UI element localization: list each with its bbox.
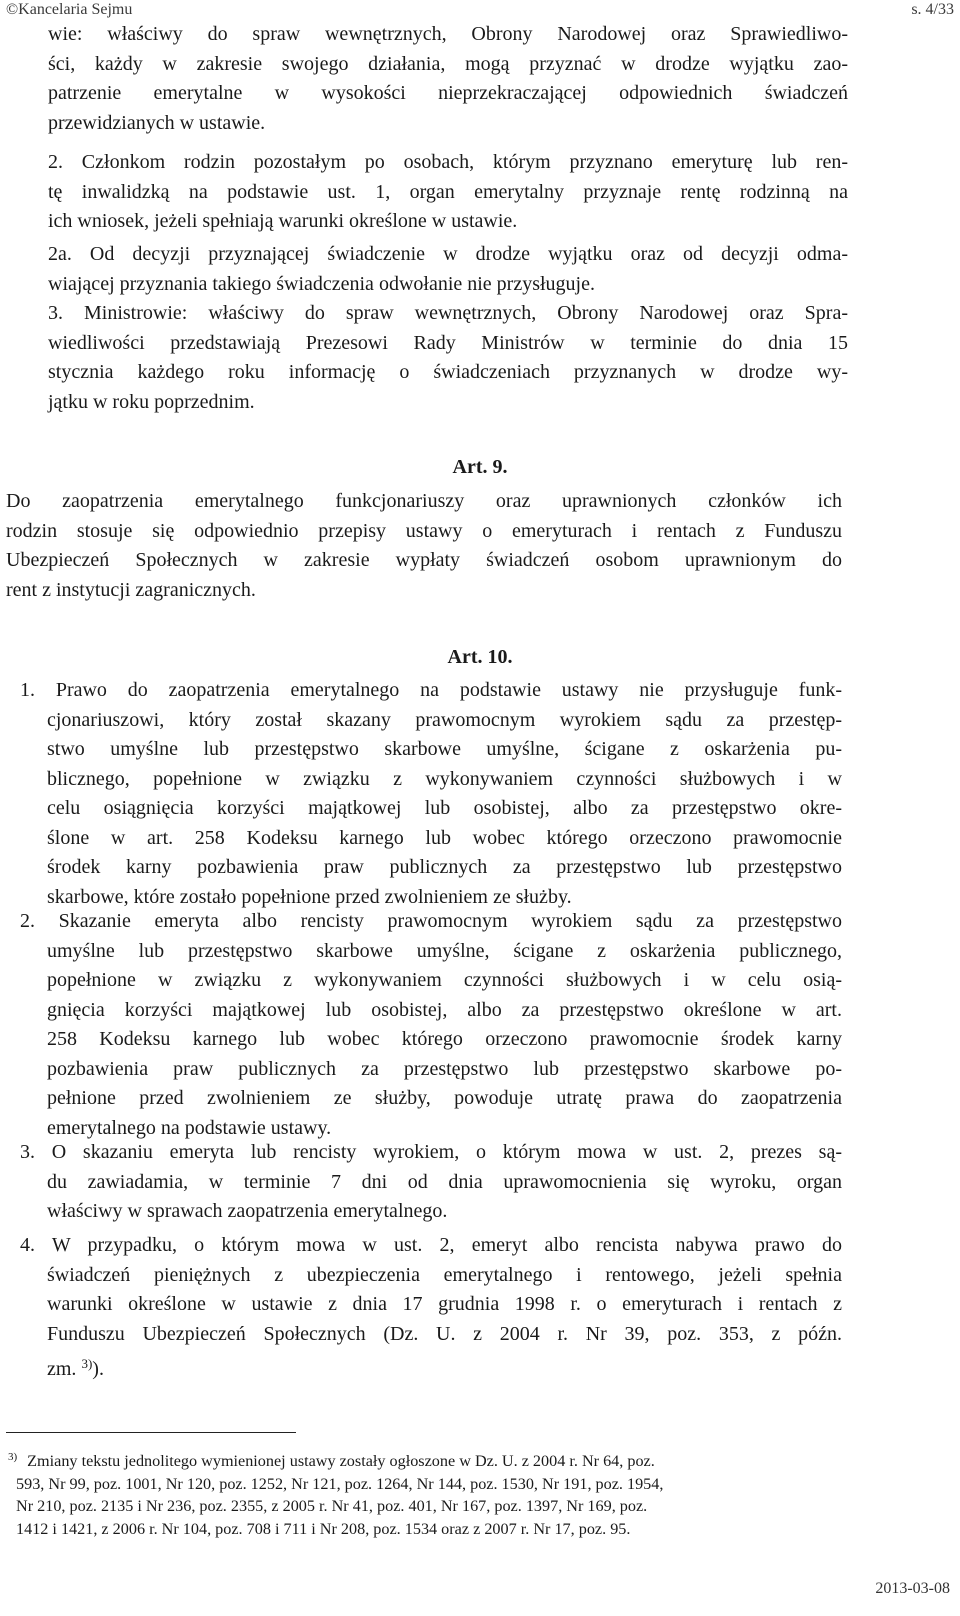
text-line: wiedliwości przedstawiają Prezesowi Rady Ministrów w terminie do dnia 15 [48, 331, 848, 354]
text-line: rodzin stosuje się odpowiednio przepisy ustawy o emeryturach i rentach z Funduszu [6, 519, 842, 542]
paragraph-continuation [48, 20, 848, 138]
article-10-title: Art. 10. [447, 646, 513, 668]
text-line: 3. O skazaniu emeryta lub rencisty wyrokiem, o którym mowa w ust. 2, prezes są- [20, 1141, 842, 1163]
text-line: pozbawienia praw publicznych za przestępstwo lub przestępstwo skarbowe po- [47, 1057, 842, 1080]
text-line: ich wniosek, jeżeli spełniają warunki określone w ustawie. [48, 210, 518, 232]
text-line: Funduszu Ubezpieczeń Społecznych (Dz. U. z 2004 r. Nr 39, poz. 353, z późn. [47, 1322, 842, 1345]
text-line: 593, Nr 99, poz. 1001, Nr 120, poz. 1252, Nr 121, poz. 1264, Nr 144, poz. 1530, Nr 191, poz. 1954, [16, 1474, 664, 1493]
text-line: 4. W przypadku, o którym mowa w ust. 2, emeryt albo rencista nabywa prawo do [20, 1234, 842, 1256]
text-line: Nr 210, poz. 2135 i Nr 236, poz. 2355, z 2005 r. Nr 41, poz. 401, Nr 167, poz. 1397, Nr 169, poz. [16, 1497, 648, 1515]
text-line [20, 1349, 842, 1385]
footnote-reference[interactable]: 3) [81, 1356, 93, 1371]
article-9-title: Art. 9. [452, 456, 508, 478]
article-10-section-3 [20, 1138, 842, 1227]
text-line: ślone w art. 258 Kodeksu karnego lub wobec którego orzeczono prawomocnie [47, 826, 842, 849]
text-line: warunki określone w ustawie z dnia 17 grudnia 1998 r. o emeryturach i rentach z [47, 1293, 842, 1315]
text-line: jątku w roku poprzednim. [48, 390, 255, 413]
article-10-section-1 [20, 676, 842, 912]
text-line: emerytalnego na podstawie ustawy. [47, 1116, 332, 1139]
text-line: celu osiągnięcia korzyści majątkowej lub osobistej, albo za przestępstwo okre- [47, 797, 842, 819]
text-line [8, 1446, 860, 1473]
text-line: stwo umyślne lub przestępstwo skarbowe umyślne, ścigane z oskarżenia pu- [47, 738, 842, 760]
text-line: środek karny pozbawienia praw publicznych za przestępstwo lub przestępstwo [47, 856, 842, 878]
article-10-section-2 [20, 907, 842, 1143]
paragraph-2 [48, 148, 848, 237]
footnote-marker: 3) [8, 1451, 18, 1463]
text-line: blicznego, popełnione w związku z wykonywaniem czynności służbowych i w [47, 767, 842, 790]
text-line: Do zaopatrzenia emerytalnego funkcjonariuszy oraz uprawnionych członków ich [6, 490, 842, 512]
text-line: 2. Skazanie emeryta albo rencisty prawomocnym wyrokiem sądu za przestępstwo [20, 910, 842, 932]
text-line: Ubezpieczeń Społecznych w zakresie wypłaty świadczeń osobom uprawnionym do [6, 549, 842, 571]
header-page-number: s. 4/33 [911, 1, 954, 18]
text-line: przewidzianych w ustawie. [48, 111, 266, 134]
text-line: 2. Członkom rodzin pozostałym po osobach, którym przyznano emeryturę lub ren- [48, 151, 848, 173]
footer-date: 2013-03-08 [875, 1580, 950, 1597]
text-line: świadczeń pieniężnych z ubezpieczenia emerytalnego i rentowego, jeżeli spełnia [47, 1263, 842, 1286]
text-line: umyślne lub przestępstwo skarbowe umyślne, ścigane z oskarżenia publicznego, [47, 939, 842, 962]
header-copyright: ©Kancelaria Sejmu [6, 1, 133, 18]
text-line: 258 Kodeksu karnego lub wobec którego orzeczono prawomocnie środek karny [47, 1028, 842, 1050]
text-line: cjonariuszowi, który został skazany prawomocnym wyrokiem sądu za przestęp- [47, 708, 842, 731]
text-line: du zawiadamia, w terminie 7 dni od dnia uprawomocnienia się wyroku, organ [47, 1170, 842, 1193]
paragraph-3 [48, 299, 848, 417]
paragraph-2a [48, 240, 848, 299]
article-10-section-4 [20, 1231, 842, 1385]
article-9-text [6, 487, 842, 605]
text-line: patrzenie emerytalne w wysokości nieprzekraczającej odpowiednich świadczeń [48, 82, 848, 104]
text-line: 1412 i 1421, z 2006 r. Nr 104, poz. 708 i 711 i Nr 208, poz. 1534 oraz z 2007 r. Nr 17, poz. 95. [16, 1519, 631, 1538]
text-line: ści, każdy w zakresie swojego działania, mogą przyznać w drodze wyjątku zao- [48, 52, 848, 75]
text-fragment: zm. [47, 1358, 77, 1380]
text-line: wie: właściwy do spraw wewnętrznych, Obrony Narodowej oraz Sprawiedliwo- [48, 23, 848, 45]
text-line: popełnione w związku z wykonywaniem czynności służbowych i w celu osią- [47, 969, 842, 991]
text-line: 3. Ministrowie: właściwy do spraw wewnętrznych, Obrony Narodowej oraz Spra- [48, 302, 848, 324]
text-line: skarbowe, które zostało popełnione przed zwolnieniem ze służby. [47, 885, 572, 908]
text-line: 1. Prawo do zaopatrzenia emerytalnego na podstawie ustawy nie przysługuje funk- [20, 679, 842, 701]
text-fragment: ). [92, 1358, 104, 1380]
text-line: rent z instytucji zagranicznych. [6, 578, 256, 601]
text-fragment: Zmiany tekstu jednolitego wymienionej ustawy zostały ogłoszone w Dz. U. z 2004 r. Nr 64, poz. [27, 1452, 655, 1470]
text-line: 2a. Od decyzji przyznającej świadczenie w drodze wyjątku oraz od decyzji odma- [48, 243, 848, 265]
text-line: pełnione przed zwolnieniem ze służby, powoduje utratę prawa do zaopatrzenia [47, 1087, 842, 1109]
footnote-separator [6, 1432, 296, 1433]
text-line: gnięcia korzyści majątkowej lub osobistej, albo za przestępstwo określone w art. [47, 998, 842, 1021]
text-line: stycznia każdego roku informację o świadczeniach przyznanych w drodze wy- [48, 361, 848, 383]
text-line: wiającej przyznania takiego świadczenia odwołanie nie przysługuje. [48, 272, 595, 295]
footnote-3 [8, 1446, 860, 1540]
text-line: właściwy w sprawach zaopatrzenia emerytalnego. [47, 1200, 448, 1222]
text-line: tę inwalidzką na podstawie ust. 1, organ emerytalny przyznaje rentę rodzinną na [48, 180, 848, 203]
